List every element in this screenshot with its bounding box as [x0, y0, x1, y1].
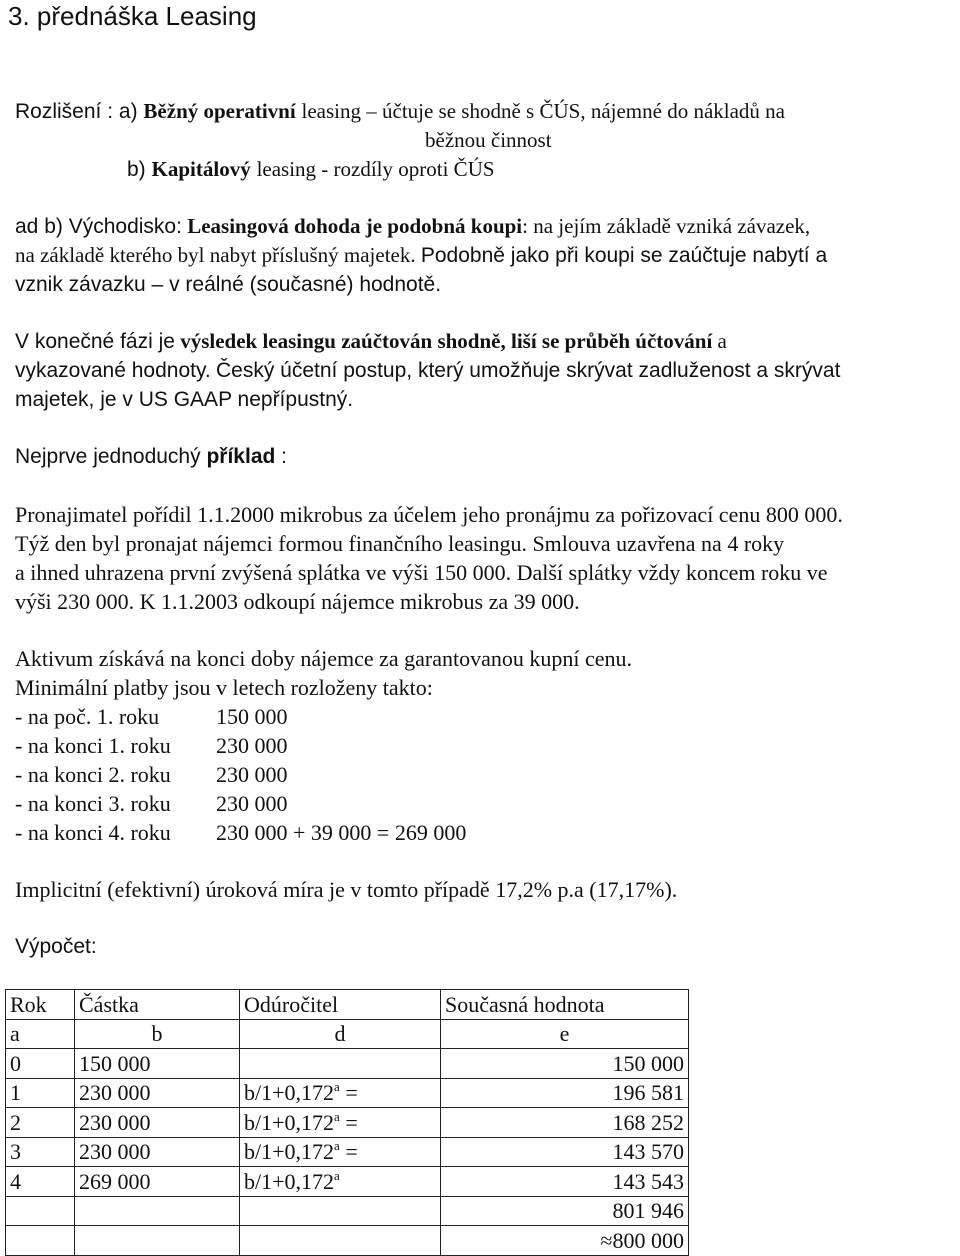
table-row	[6, 1108, 689, 1138]
table-code-cell: d	[240, 1019, 441, 1049]
implicit-rate-line: Implicitní (efektivní) úroková míra je v tomto případě 17,2% p.a (17,17%).	[15, 877, 678, 902]
discount-formula: b/1+0,172	[244, 1080, 335, 1105]
premise-line-3: vznik závazku – v reálné (současné) hodnotě.	[15, 273, 442, 296]
table-cell-empty	[6, 1226, 75, 1256]
discount-formula: b/1+0,172	[244, 1139, 335, 1164]
table-code-cell: b	[75, 1019, 240, 1049]
final-line-1	[15, 327, 727, 356]
table-header-cell: Částka	[75, 990, 240, 1020]
premise-l2-b: Podobně jako při koupi se zaúčtuje nabytí a	[420, 244, 828, 267]
table-cell-odurocitel	[240, 1108, 441, 1138]
premise-line-2	[15, 241, 827, 270]
equals-sign: =	[345, 1080, 358, 1105]
table-cell-empty	[6, 1196, 75, 1226]
payment-label: - na konci 3. roku	[15, 791, 171, 816]
example-intro-bold: příklad	[206, 445, 276, 468]
payment-value: 230 000	[216, 762, 288, 787]
payment-value: 230 000	[216, 733, 288, 758]
table-cell-odurocitel	[240, 1167, 441, 1197]
final-l1-b: a	[717, 329, 727, 353]
premise-line-1	[15, 212, 810, 241]
distinction-line-b	[127, 155, 495, 184]
distinction-line-a	[15, 97, 785, 126]
exponent: a	[334, 1079, 340, 1094]
payment-label: - na poč. 1. roku	[15, 704, 160, 729]
final-l1-a: V konečné fázi je	[15, 330, 175, 353]
table-cell-castka: 269 000	[75, 1167, 240, 1197]
table-cell-hodnota: 143 570	[441, 1137, 689, 1167]
payments-heading: Minimální platby jsou v letech rozloženy takto:	[15, 675, 433, 700]
distinction-a-prefix: a)	[118, 100, 138, 123]
table-cell-empty	[240, 1196, 441, 1226]
table-cell-hodnota: 150 000	[441, 1049, 689, 1079]
example-intro-b: :	[281, 445, 288, 468]
table-cell-rok: 2	[6, 1108, 75, 1138]
distinction-b-text: leasing - rozdíly oproti ČÚS	[256, 157, 495, 181]
table-cell-empty	[75, 1226, 240, 1256]
premise-l1-a: ad b) Východisko:	[15, 215, 182, 238]
final-l2-a: vykazované hodnoty.	[15, 359, 211, 382]
table-header-cell: Rok	[6, 990, 75, 1020]
table-cell-rok: 4	[6, 1167, 75, 1197]
asset-line: Aktivum získává na konci doby nájemce za garantovanou kupní cenu.	[15, 646, 633, 671]
distinction-a-bold: Běžný operativní	[143, 99, 296, 123]
payment-label: - na konci 1. roku	[15, 733, 171, 758]
premise-l1-bold: Leasingová dohoda je podobná koupi	[187, 214, 523, 238]
table-row	[6, 1078, 689, 1108]
payment-label: - na konci 4. roku	[15, 820, 171, 845]
table-cell-hodnota: 168 252	[441, 1108, 689, 1138]
table-cell-rok: 3	[6, 1137, 75, 1167]
table-total-row	[6, 1196, 689, 1226]
distinction-b-prefix: b)	[127, 158, 146, 181]
premise-l1-b: : na jejím základě vzniká závazek,	[522, 214, 811, 238]
table-code-cell: e	[441, 1019, 689, 1049]
table-cell-hodnota: 143 543	[441, 1167, 689, 1197]
equals-sign: =	[345, 1109, 358, 1135]
table-code-cell: a	[6, 1019, 75, 1049]
table-cell-odurocitel	[240, 1049, 441, 1079]
final-l2-b: Český účetní postup, který umožňuje skrývat zadluženost a skrývat	[216, 359, 841, 382]
example-line-3: a ihned uhrazena první zvýšená splátka ve výši 150 000. Další splátky vždy koncem roku ve	[15, 560, 828, 585]
example-line-2: Týž den byl pronajat nájemci formou finančního leasingu. Smlouva uzavřena na 4 roky	[15, 531, 785, 556]
distinction-b-bold: Kapitálový	[151, 157, 251, 181]
discount-formula: b/1+0,172	[244, 1168, 335, 1194]
final-l1-bold: výsledek leasingu zaúčtován shodně, liší se průběh účtování	[180, 329, 713, 353]
exponent: a	[334, 1108, 340, 1124]
table-cell-castka: 230 000	[75, 1137, 240, 1167]
table-cell-rok: 1	[6, 1078, 75, 1108]
table-cell-castka: 230 000	[75, 1108, 240, 1138]
table-cell-castka: 230 000	[75, 1078, 240, 1108]
table-cell-rok: 0	[6, 1049, 75, 1079]
premise-l2-a: na základě kterého byl nabyt příslušný majetek.	[15, 243, 416, 267]
calc-label: Výpočet:	[15, 935, 97, 958]
table-cell-hodnota: 196 581	[441, 1078, 689, 1108]
example-intro	[15, 442, 287, 471]
present-value-table	[5, 989, 689, 1256]
page-title: 3. přednáška Leasing	[8, 1, 257, 31]
payment-value: 150 000	[216, 704, 288, 729]
distinction-a-text: leasing – účtuje se shodně s ČÚS, nájemné do nákladů na	[301, 99, 785, 123]
equals-sign: =	[345, 1139, 358, 1164]
table-row	[6, 1137, 689, 1167]
table-row	[6, 1167, 689, 1197]
discount-formula: b/1+0,172	[244, 1109, 335, 1135]
distinction-a-cont: běžnou činnost	[425, 128, 552, 152]
table-cell-approx: ≈800 000	[441, 1226, 689, 1256]
table-row	[6, 1049, 689, 1079]
table-header-cell: Současná hodnota	[441, 990, 689, 1020]
table-code-row	[6, 1019, 689, 1049]
table-cell-empty	[75, 1196, 240, 1226]
payment-label: - na konci 2. roku	[15, 762, 171, 787]
distinction-label: Rozlišení :	[15, 100, 114, 123]
example-line-4: výši 230 000. K 1.1.2003 odkoupí nájemce mikrobus za 39 000.	[15, 589, 580, 614]
table-cell-total: 801 946	[441, 1196, 689, 1226]
example-intro-a: Nejprve jednoduchý	[15, 445, 201, 468]
exponent: a	[334, 1138, 340, 1153]
table-approx-row	[6, 1226, 689, 1256]
table-cell-odurocitel	[240, 1078, 441, 1108]
table-cell-odurocitel	[240, 1137, 441, 1167]
final-line-3: majetek, je v US GAAP nepřípustný.	[15, 388, 354, 411]
exponent: a	[334, 1167, 340, 1183]
payment-value: 230 000	[216, 791, 288, 816]
example-line-1: Pronajimatel pořídil 1.1.2000 mikrobus za účelem jeho pronájmu za pořizovací cenu 800 000.	[15, 502, 843, 527]
table-header-cell: Odúročitel	[240, 990, 441, 1020]
table-cell-castka: 150 000	[75, 1049, 240, 1079]
table-cell-empty	[240, 1226, 441, 1256]
table-header-row	[6, 990, 689, 1020]
final-line-2	[15, 356, 840, 385]
payment-value: 230 000 + 39 000 = 269 000	[216, 820, 467, 845]
